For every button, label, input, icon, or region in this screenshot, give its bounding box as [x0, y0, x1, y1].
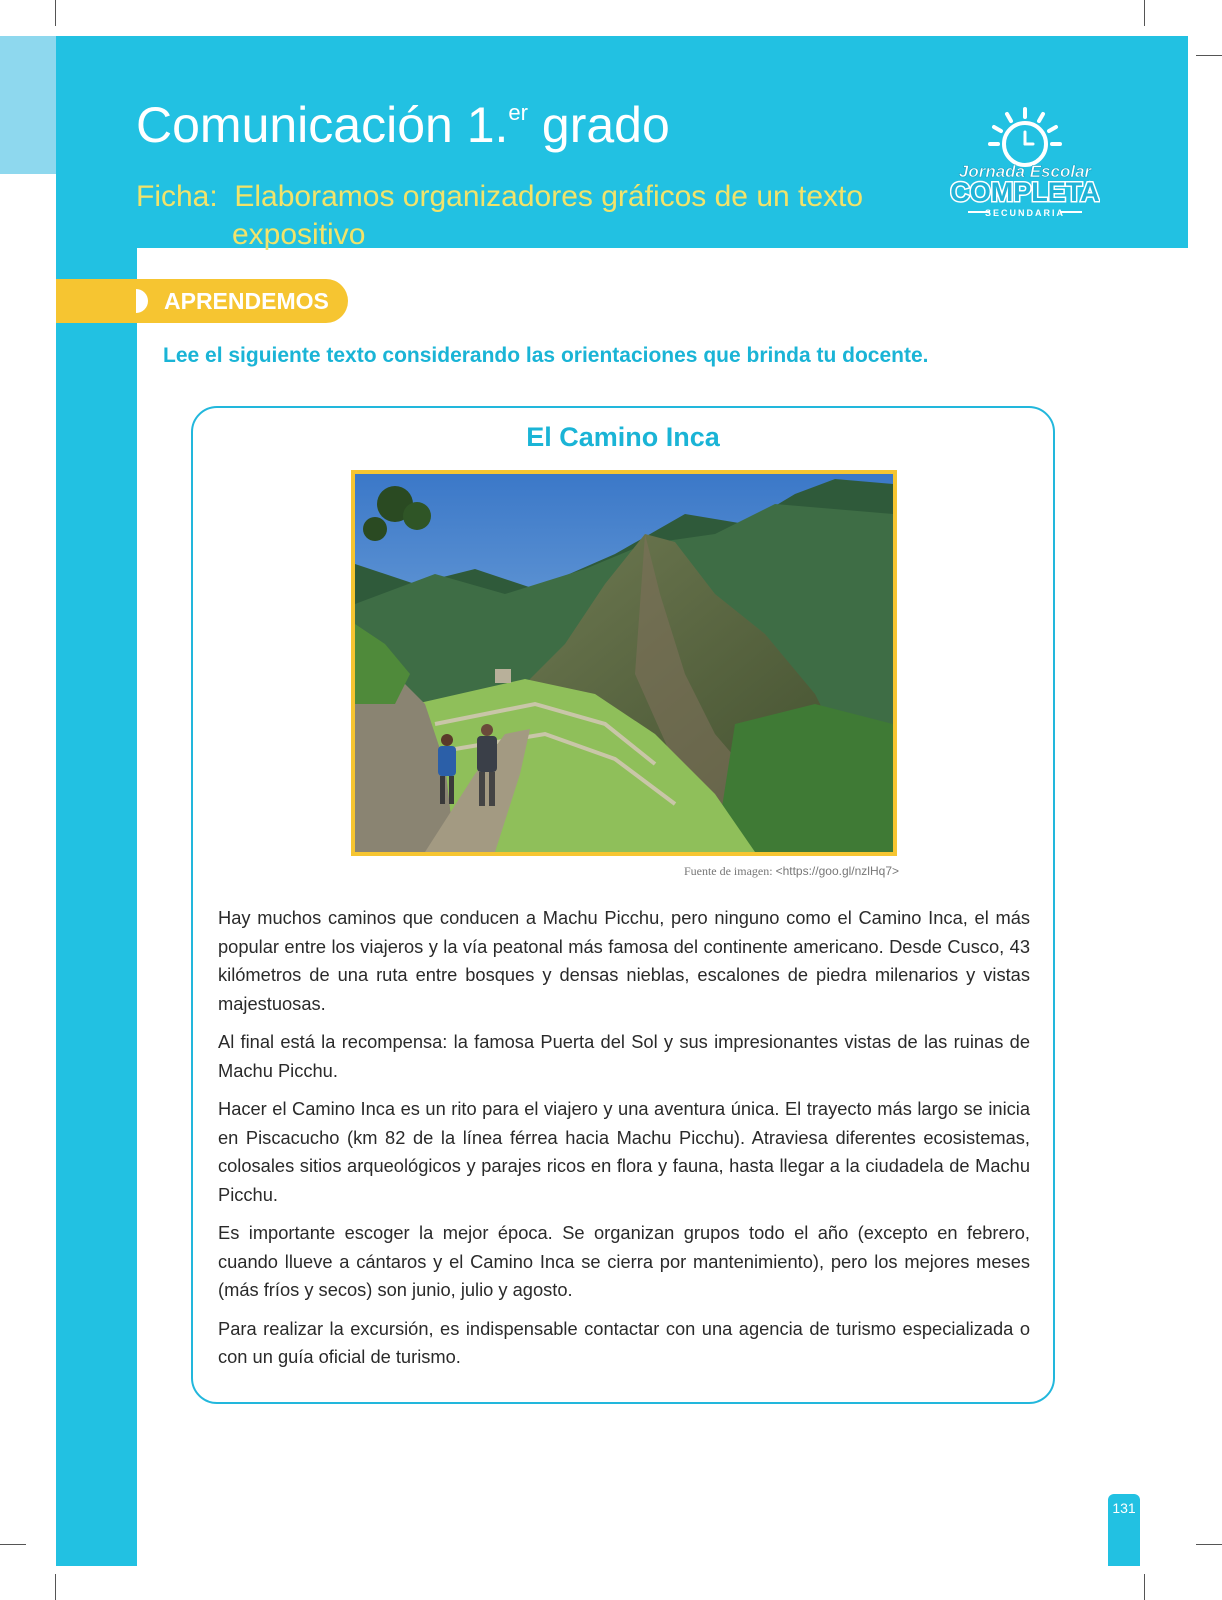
page-number: 131 — [1108, 1494, 1140, 1566]
reading-instruction: Lee el siguiente texto considerando las orientaciones que brinda tu docente. — [163, 344, 929, 367]
svg-text:Jornada Escolar: Jornada Escolar — [958, 162, 1092, 181]
worksheet-title-line1: Elaboramos organizadores gráficos de un texto — [234, 180, 864, 213]
paragraph: Para realizar la excursión, es indispensable contactar con una agencia de turismo especializada o con un guía oficial de turismo. — [218, 1317, 1030, 1367]
crop-mark — [0, 1544, 26, 1545]
paragraph: Es importante escoger la mejor época. Se organizan grupos todo el año (excepto en febrero, cuando llueve a cántaros y el Camino Inca se cierra por mantenimiento), pero los mejores meses (más fríos y secos) son junio, julio y agosto. — [218, 1222, 1030, 1300]
paragraph: Hacer el Camino Inca es un rito para el viajero y una aventura única. El trayecto más largo se inicia en Piscacucho (km 82 de la línea férrea hacia Machu Picchu). Atraviesa diferentes ecosistemas, colosales sitios arqueológicos y parajes ricos en flora y fauna, hasta llegar a la ciudadela de Machu Picchu. — [218, 1098, 1030, 1205]
svg-text:COMPLETA: COMPLETA — [950, 177, 1100, 207]
image-caption — [684, 864, 899, 879]
half-circle-icon — [136, 289, 148, 313]
crop-mark — [55, 0, 56, 26]
left-color-bar — [56, 36, 137, 1566]
page-title — [136, 97, 670, 153]
margin-tab — [0, 36, 56, 174]
section-tag — [56, 279, 348, 323]
worksheet-title-line2: expositivo — [232, 218, 366, 251]
caption-url: <https://goo.gl/nzlHq7> — [775, 864, 899, 878]
jornada-escolar-logo — [950, 107, 1100, 219]
reading-title: El Camino Inca — [526, 422, 720, 452]
reading-box — [191, 406, 1055, 1404]
crop-mark — [1196, 1544, 1222, 1545]
section-tag-label: APRENDEMOS — [164, 288, 329, 314]
crop-mark — [1144, 0, 1145, 26]
ordinal-suffix: er — [508, 100, 528, 125]
crop-mark — [1144, 1574, 1145, 1600]
crop-mark — [1196, 55, 1222, 56]
subject-text: Comunicación 1. — [136, 97, 509, 153]
machu-picchu-photo — [351, 470, 897, 856]
grade-word: grado — [541, 97, 670, 153]
paragraph: Hay muchos caminos que conducen a Machu Picchu, pero ninguno como el Camino Inca, el más popular entre los viajeros y la vía peatonal más famosa del continente americano. Desde Cusco, 43 kilómetros de una ruta entre bosques y densas nieblas, escalones de piedra milenarios y vistas majestuosas. — [218, 907, 1030, 1014]
sun-clock-icon — [990, 109, 1060, 165]
reading-body — [218, 904, 1030, 1382]
crop-mark — [55, 1574, 56, 1600]
worksheet-subtitle — [136, 178, 863, 254]
caption-prefix: Fuente de imagen: — [683, 864, 773, 878]
worksheet-label: Ficha: — [136, 180, 218, 213]
paragraph: Al final está la recompensa: la famosa Puerta del Sol y sus impresionantes vistas de las ruinas de Machu Picchu. — [218, 1031, 1030, 1081]
svg-text:SECUNDARIA: SECUNDARIA — [984, 208, 1066, 218]
